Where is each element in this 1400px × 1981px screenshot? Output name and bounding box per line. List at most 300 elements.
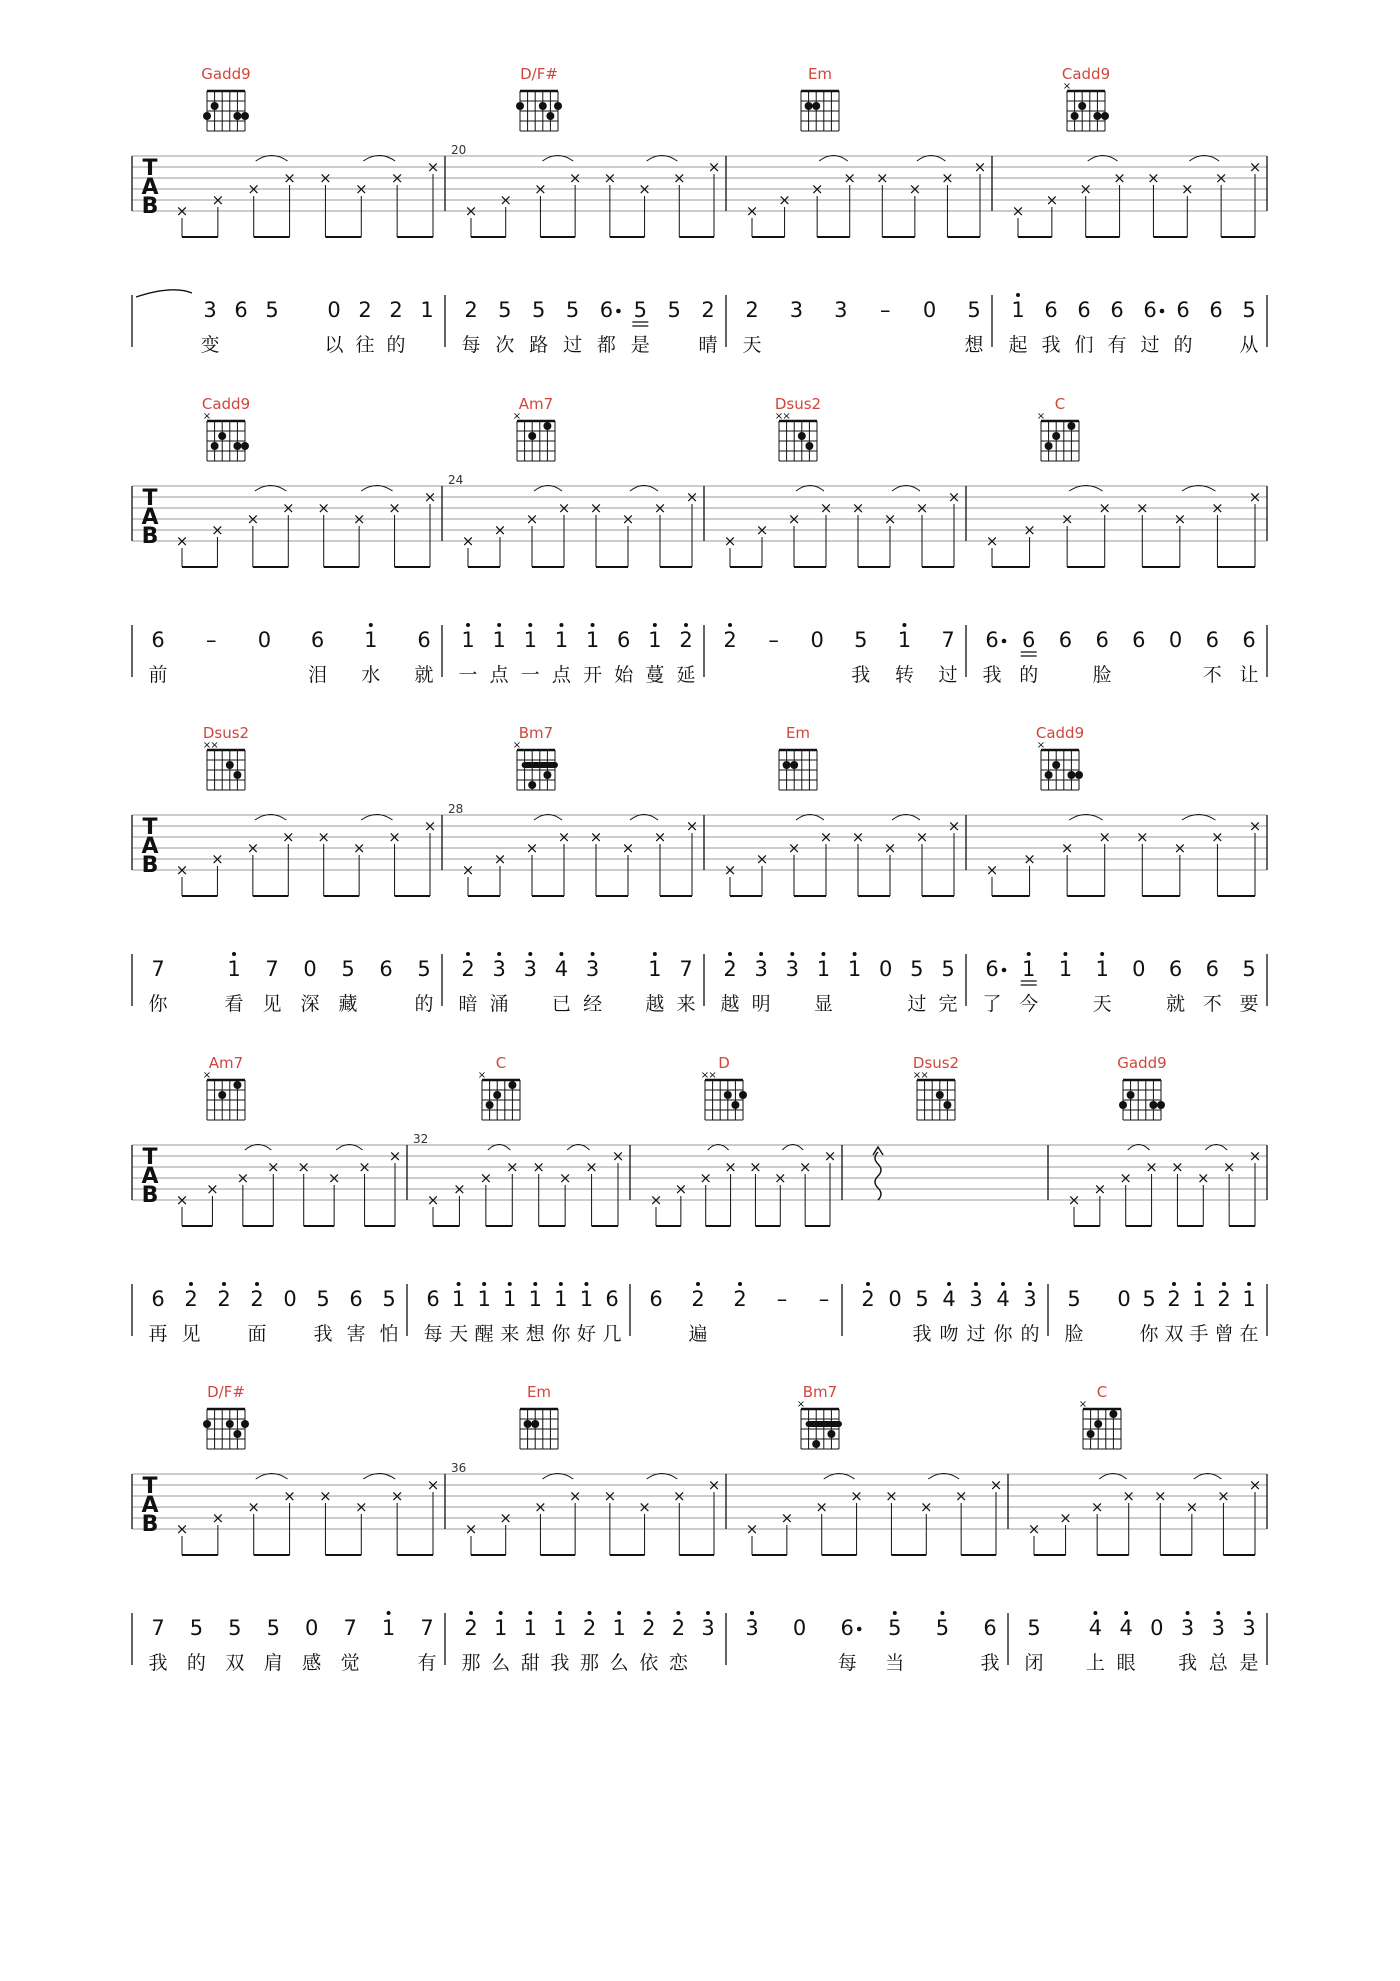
octave-dot <box>387 1611 391 1615</box>
finger-dot <box>241 1420 249 1428</box>
tab-note-x: × <box>236 1169 250 1187</box>
lyric-syllable: 闭 <box>1024 1652 1044 1674</box>
numbered-note: 5 <box>1027 1616 1041 1640</box>
measure-number: 28 <box>448 802 464 816</box>
numbered-note: 4 <box>1088 1616 1103 1640</box>
chord-diagram-em <box>520 1383 558 1449</box>
lyric-syllable: 点 <box>489 664 509 686</box>
chord-name: Gadd9 <box>1117 1054 1167 1072</box>
numbered-note: 1 <box>553 1616 567 1640</box>
tab-note-x: × <box>283 169 296 187</box>
tab-note-x: × <box>745 202 759 220</box>
chord-name: Am7 <box>518 395 554 413</box>
tab-note-x: × <box>1060 839 1074 857</box>
tab-note-x: × <box>749 1158 762 1176</box>
tab-note-x: × <box>317 499 331 517</box>
lyric-syllable: 水 <box>361 664 381 686</box>
tab-note-x: × <box>557 828 571 846</box>
octave-dot <box>588 1611 592 1615</box>
tab-note-x: × <box>798 1158 812 1176</box>
octave-dot <box>684 623 688 627</box>
octave-dot <box>728 623 732 627</box>
octave-dot <box>469 1611 473 1615</box>
phrase-slur <box>136 290 192 297</box>
lyric-syllable: 上 <box>1085 1652 1105 1674</box>
numbered-note: 6 <box>649 1287 663 1311</box>
numbered-note: 1 <box>420 298 434 322</box>
numbered-note: 6 <box>349 1287 363 1311</box>
tab-note-x: × <box>1153 1487 1167 1505</box>
tab-clef-letter: A <box>141 1164 159 1189</box>
finger-dot <box>798 432 806 440</box>
chord-name: C <box>1096 1383 1108 1401</box>
tab-note-x: × <box>211 191 225 209</box>
chord-name: Cadd9 <box>1061 65 1111 83</box>
chord-diagram-dsus2 <box>913 1054 959 1120</box>
finger-dot <box>546 112 554 120</box>
octave-dot <box>706 1611 710 1615</box>
tab-note-x: × <box>1027 1520 1041 1538</box>
tab-note-x: × <box>388 828 401 846</box>
numbered-note: 5 <box>1242 298 1256 322</box>
muted-string-mark: × <box>210 740 219 751</box>
tab-note-x: × <box>815 1498 829 1516</box>
tab-note-x: × <box>915 828 929 846</box>
tab-note-x: × <box>352 839 366 857</box>
tab-note-x: × <box>1067 1191 1081 1209</box>
finger-dot <box>211 102 219 110</box>
octave-dot <box>528 1611 532 1615</box>
finger-dot <box>218 1091 226 1099</box>
lyric-syllable: 每 <box>837 1652 857 1674</box>
lyric-syllable: 蔓 <box>645 664 665 686</box>
octave-dot <box>676 1611 680 1615</box>
numbered-note: 5 <box>565 298 580 322</box>
numbered-note: 6 <box>983 1616 997 1640</box>
numbered-note: 0 <box>1150 1616 1164 1640</box>
numbered-note: – <box>879 298 891 322</box>
lyric-syllable: 始 <box>614 664 634 686</box>
finger-dot <box>783 761 791 769</box>
tab-note-x: × <box>1093 1180 1107 1198</box>
finger-dot <box>812 102 820 110</box>
tab-note-x: × <box>941 169 954 187</box>
lyric-syllable: 那 <box>461 1652 481 1674</box>
tab-note-x: × <box>755 850 769 868</box>
tab-note-x: × <box>883 839 897 857</box>
numbered-note: 1 <box>1095 957 1109 981</box>
finger-dot <box>486 1101 494 1109</box>
finger-dot <box>203 1420 211 1428</box>
numbered-note: 3 <box>492 957 506 981</box>
chord-diagram-d-f- <box>516 65 562 131</box>
tab-note-x: × <box>499 1509 513 1527</box>
muted-string-mark: × <box>700 1070 710 1081</box>
chord-diagram-d-f- <box>203 1383 249 1449</box>
lyric-syllable: 来 <box>676 993 696 1015</box>
octave-dot <box>497 623 501 627</box>
tab-note-x: × <box>603 1487 617 1505</box>
measure-number: 20 <box>451 143 467 157</box>
tab-note-x: × <box>281 499 295 517</box>
measure-number: 36 <box>451 1461 467 1475</box>
tab-note-x: × <box>211 850 224 868</box>
lyric-syllable: 醒 <box>474 1323 494 1345</box>
lyric-syllable: 想 <box>525 1323 545 1345</box>
lyric-syllable: 有 <box>1107 334 1127 356</box>
tab-note-x: × <box>426 158 440 176</box>
numbered-note: 2 <box>389 298 403 322</box>
chord-name: D <box>718 1054 730 1072</box>
lyric-syllable: 们 <box>1074 334 1094 356</box>
numbered-note: 1 <box>451 1287 466 1311</box>
lyric-syllable: 越 <box>720 993 740 1015</box>
octave-dot <box>1124 1611 1128 1615</box>
tab-note-x: × <box>211 521 224 539</box>
chord-name: Em <box>785 724 811 742</box>
tab-note-x: × <box>319 1487 332 1505</box>
numbered-note: 2 <box>723 957 737 981</box>
tab-note-x: × <box>247 180 261 198</box>
lyric-syllable: 一 <box>520 664 540 686</box>
finger-dot <box>554 102 562 110</box>
numbered-note: 6 <box>151 628 165 652</box>
lyric-syllable: 前 <box>148 664 168 686</box>
numbered-note: – <box>776 1287 788 1311</box>
octave-dot <box>559 623 563 627</box>
numbered-note: 6 <box>1176 298 1190 322</box>
numbered-note: 5 <box>266 1616 280 1640</box>
tab-note-x: × <box>423 817 437 835</box>
tab-note-x: × <box>919 1498 933 1516</box>
lyric-syllable: 有 <box>417 1652 437 1674</box>
tab-note-x: × <box>707 1476 721 1494</box>
muted-string-mark: × <box>477 1070 487 1081</box>
lyric-syllable: 在 <box>1239 1323 1259 1345</box>
lyric-syllable: 么 <box>609 1652 629 1674</box>
tab-note-x: × <box>908 180 922 198</box>
tab-note-x: × <box>1180 180 1194 198</box>
numbered-note: 2 <box>691 1287 705 1311</box>
numbered-note: 7 <box>265 957 279 981</box>
lyric-syllable: 已 <box>551 993 571 1015</box>
numbered-note: 4 <box>1119 1616 1133 1640</box>
lyric-syllable: 都 <box>596 334 616 356</box>
lyric-syllable: 手 <box>1189 1323 1209 1345</box>
numbered-note: 6 <box>151 1287 165 1311</box>
tab-note-x: × <box>843 169 857 187</box>
tab-clef-letter: A <box>141 834 159 859</box>
lyric-syllable: 越 <box>645 993 665 1015</box>
tab-note-x: × <box>1147 169 1160 187</box>
tab-note-x: × <box>621 510 635 528</box>
lyric-syllable: 眼 <box>1116 1652 1136 1674</box>
tab-note-x: × <box>621 839 635 857</box>
lyric-syllable: 双 <box>225 1652 245 1674</box>
numbered-note: 6 <box>1095 628 1109 652</box>
octave-dot <box>559 1282 563 1286</box>
numbered-note: 7 <box>679 957 693 981</box>
octave-dot <box>528 623 532 627</box>
numbered-note: 5 <box>633 298 647 322</box>
finger-dot <box>543 422 551 430</box>
numbered-note: 1 <box>554 628 569 652</box>
chord-diagram-dsus2 <box>203 724 249 790</box>
finger-dot <box>731 1101 739 1109</box>
lyric-syllable: 点 <box>551 664 571 686</box>
numbered-note: 5 <box>1142 1287 1156 1311</box>
lyric-syllable: 来 <box>500 1323 520 1345</box>
lyric-syllable: 我 <box>313 1323 333 1345</box>
tab-note-x: × <box>1196 1169 1210 1187</box>
tab-clef-letter: B <box>141 524 159 549</box>
tab-note-x: × <box>1079 180 1093 198</box>
tab-clef-letter: T <box>142 1145 158 1170</box>
octave-dot <box>528 952 532 956</box>
numbered-note: 7 <box>343 1616 357 1640</box>
tab-note-x: × <box>1011 202 1025 220</box>
lyric-syllable: 我 <box>148 1652 168 1674</box>
finger-dot <box>1119 1101 1127 1109</box>
numbered-note: 2 <box>464 1616 478 1640</box>
lyric-syllable: 开 <box>583 664 603 686</box>
finger-dot <box>805 442 813 450</box>
numbered-note: 2 <box>723 628 737 652</box>
lyric-syllable: 是 <box>1239 1652 1259 1674</box>
finger-dot <box>1093 112 1101 120</box>
finger-dot <box>1052 761 1060 769</box>
tab-note-x: × <box>558 1169 572 1187</box>
lyric-syllable: 天 <box>1092 993 1112 1015</box>
numbered-note: 1 <box>585 628 600 652</box>
tab-note-x: × <box>653 828 667 846</box>
numbered-note: 2 <box>217 1287 231 1311</box>
tab-note-x: × <box>1171 1158 1184 1176</box>
tab-note-x: × <box>778 191 791 209</box>
octave-dot <box>189 1282 193 1286</box>
lyric-syllable: 起 <box>1008 334 1028 356</box>
chord-name: Bm7 <box>518 724 554 742</box>
tab-note-x: × <box>568 169 582 187</box>
octave-dot <box>974 1282 978 1286</box>
numbered-note: 1 <box>523 628 537 652</box>
numbered-note: 5 <box>915 1287 929 1311</box>
tab-note-x: × <box>611 1147 625 1165</box>
numbered-note: 6 <box>840 1616 854 1640</box>
tab-clef-letter: A <box>141 175 159 200</box>
numbered-note: 6 <box>417 628 431 652</box>
tab-note-x: × <box>850 1487 863 1505</box>
octave-dot <box>617 1611 621 1615</box>
lyric-syllable: 过 <box>907 993 927 1015</box>
tab-note-x: × <box>1248 488 1262 506</box>
tab-clef-letter: T <box>142 815 158 840</box>
tab-clef-letter: B <box>141 194 159 219</box>
chord-name: Dsus2 <box>912 1054 960 1072</box>
numbered-note: 0 <box>1117 1287 1131 1311</box>
numbered-note: 5 <box>854 628 868 652</box>
strum-arrow-icon <box>873 1147 883 1155</box>
finger-dot <box>493 1091 501 1099</box>
finger-dot <box>936 1091 944 1099</box>
numbered-note: 2 <box>671 1616 686 1640</box>
chord-diagram-bm7 <box>513 724 558 790</box>
finger-dot <box>539 102 547 110</box>
numbered-note: 3 <box>523 957 537 981</box>
tab-note-x: × <box>266 1158 280 1176</box>
tab-note-x: × <box>755 521 769 539</box>
numbered-note: 3 <box>789 298 804 322</box>
muted-string-mark: × <box>1036 411 1046 422</box>
lyric-syllable: 我 <box>851 664 871 686</box>
tab-note-x: × <box>1214 169 1228 187</box>
lyric-syllable: 你 <box>551 1323 571 1345</box>
tab-note-x: × <box>1060 510 1074 528</box>
finger-dot <box>528 432 536 440</box>
tab-note-x: × <box>479 1169 493 1187</box>
tab-note-x: × <box>1113 169 1126 187</box>
tab-note-x: × <box>505 1158 519 1176</box>
numbered-note: 5 <box>265 298 279 322</box>
tab-note-x: × <box>557 499 571 517</box>
numbered-note: 6 <box>310 628 325 652</box>
tab-note-x: × <box>354 180 368 198</box>
tab-note-x: × <box>534 1498 547 1516</box>
octave-dot <box>1197 1282 1201 1286</box>
numbered-note: 5 <box>341 957 355 981</box>
chord-name: C <box>1054 395 1066 413</box>
lyric-syllable: 肩 <box>263 1652 283 1674</box>
lyric-syllable: 觉 <box>340 1652 360 1674</box>
numbered-note: 1 <box>477 1287 491 1311</box>
lyric-syllable: 不 <box>1202 993 1222 1015</box>
tab-note-x: × <box>464 202 478 220</box>
tab-note-x: × <box>1119 1169 1133 1187</box>
octave-dot <box>947 1282 951 1286</box>
finger-dot <box>1087 1430 1095 1438</box>
numbered-note: 2 <box>582 1616 597 1640</box>
numbered-note: 1 <box>493 1616 508 1640</box>
lyric-syllable: 以 <box>324 334 344 356</box>
tab-note-x: × <box>819 828 833 846</box>
lyric-syllable: 次 <box>495 334 515 356</box>
muted-string-mark: × <box>796 1399 806 1410</box>
tab-note-x: × <box>851 499 865 517</box>
numbered-note: 3 <box>1242 1616 1256 1640</box>
tab-clef-letter: A <box>141 1493 159 1518</box>
numbered-note: 0 <box>810 628 824 652</box>
octave-dot <box>1216 1611 1220 1615</box>
numbered-note: 6 <box>234 298 248 322</box>
numbered-note: 1 <box>612 1616 626 1640</box>
numbered-note: 6 <box>1205 957 1219 981</box>
octave-dot <box>558 1611 562 1615</box>
numbered-note: 6 <box>1077 298 1091 322</box>
tab-note-x: × <box>787 839 801 857</box>
chord-diagram-am7 <box>513 395 555 461</box>
lyric-syllable: 今 <box>1019 993 1039 1015</box>
numbered-note: 1 <box>492 628 506 652</box>
numbered-note: 6 <box>1168 957 1183 981</box>
tab-note-x: × <box>745 1520 759 1538</box>
lyric-syllable: 的 <box>186 1652 206 1674</box>
finger-dot <box>528 781 536 789</box>
numbered-note: 7 <box>941 628 955 652</box>
tab-note-x: × <box>319 169 332 187</box>
tab-note-x: × <box>819 499 833 517</box>
octave-dot <box>940 1611 944 1615</box>
octave-dot <box>821 952 825 956</box>
tab-note-x: × <box>885 1487 898 1505</box>
tab-note-x: × <box>1098 499 1112 517</box>
lyric-syllable: 是 <box>630 334 650 356</box>
lyric-syllable: 害 <box>346 1323 366 1345</box>
lyric-syllable: 遍 <box>688 1323 708 1345</box>
tab-note-x: × <box>989 1476 1003 1494</box>
octave-dot <box>1027 952 1031 956</box>
finger-dot <box>812 1440 820 1448</box>
lyric-syllable: 总 <box>1208 1652 1228 1674</box>
numbered-note: 3 <box>1211 1616 1225 1640</box>
lyric-syllable: 过 <box>938 664 958 686</box>
numbered-note: 2 <box>701 298 715 322</box>
tab-note-x: × <box>787 510 801 528</box>
finger-dot <box>516 102 524 110</box>
tab-note-x: × <box>175 1191 189 1209</box>
numbered-note: 0 <box>879 957 893 981</box>
numbered-note: 3 <box>1023 1287 1037 1311</box>
lyric-syllable: 变 <box>200 334 220 356</box>
octave-dot <box>653 623 657 627</box>
numbered-note: 1 <box>503 1287 517 1311</box>
lyric-syllable: 几 <box>602 1323 622 1345</box>
numbered-note: 0 <box>327 298 341 322</box>
tab-note-x: × <box>954 1487 968 1505</box>
finger-dot <box>1067 422 1075 430</box>
muted-string-mark: × <box>708 1070 717 1081</box>
lyric-syllable: 恋 <box>668 1652 688 1674</box>
numbered-note: 0 <box>303 957 317 981</box>
tab-note-x: × <box>1098 828 1112 846</box>
numbered-note: 6 <box>1022 628 1036 652</box>
finger-dot <box>1157 1101 1165 1109</box>
numbered-note: 7 <box>151 1616 165 1640</box>
chord-name: C <box>495 1054 507 1072</box>
finger-dot <box>1127 1091 1135 1099</box>
tab-note-x: × <box>915 499 929 517</box>
numbered-note: 6 <box>1143 298 1157 322</box>
octave-dot <box>1247 1611 1251 1615</box>
chord-diagram-cadd9 <box>1036 724 1084 790</box>
lyric-syllable: 显 <box>813 993 833 1015</box>
octave-dot <box>1001 1282 1005 1286</box>
octave-dot <box>1186 1611 1190 1615</box>
finger-dot <box>1149 1101 1157 1109</box>
octave-dot <box>759 952 763 956</box>
chord-name: Am7 <box>208 1054 244 1072</box>
tab-note-x: × <box>525 510 539 528</box>
numbered-note: 5 <box>532 298 546 322</box>
numbered-note: 4 <box>996 1287 1010 1311</box>
strum-arpeggio-mark <box>875 1152 881 1200</box>
lyric-syllable: 甜 <box>520 1652 540 1674</box>
octave-dot <box>1222 1282 1226 1286</box>
tab-note-x: × <box>1122 1487 1136 1505</box>
numbered-note: 5 <box>189 1616 204 1640</box>
lyric-syllable: 见 <box>262 993 282 1015</box>
numbered-note: 2 <box>184 1287 198 1311</box>
lyric-syllable: 我 <box>1041 334 1061 356</box>
